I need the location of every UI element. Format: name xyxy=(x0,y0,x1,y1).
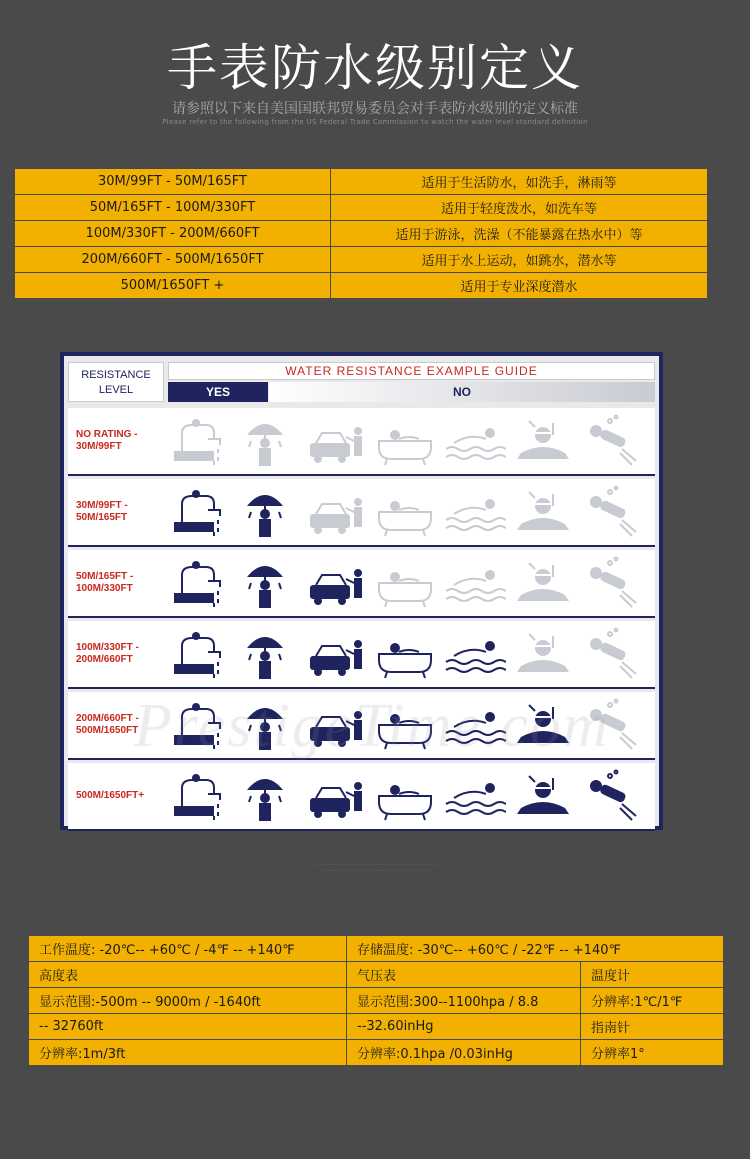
altimeter-cell: 高度表 xyxy=(29,962,347,988)
guide-row-icons xyxy=(168,554,655,612)
guide-row xyxy=(68,692,655,760)
guide-row xyxy=(68,550,655,618)
level-range-cell: 500M/1650FT + xyxy=(15,273,331,299)
guide-row-label xyxy=(76,763,168,829)
guide-row-label-line2: 200M/660FT xyxy=(76,654,133,665)
snorkeling-icon xyxy=(513,768,575,824)
table-row xyxy=(29,988,724,1014)
thermometer-cell: 温度计 xyxy=(581,962,724,988)
car-wash-icon xyxy=(306,768,368,824)
guide-row xyxy=(68,621,655,689)
level-range-cell: 50M/165FT - 100M/330FT xyxy=(15,195,331,221)
guide-row-label-line1: 200M/660FT - xyxy=(76,713,139,724)
umbrella-rain-icon xyxy=(237,697,299,753)
level-range-cell: 100M/330FT - 200M/660FT xyxy=(15,221,331,247)
water-resistance-guide xyxy=(60,352,663,830)
pressure-range-cell: 显示范围:300--1100hpa / 8.8 xyxy=(347,988,581,1014)
work-temp-cell: 工作温度: -20℃-- +60℃ / -4℉ -- +140℉ xyxy=(29,936,347,962)
resistance-level-header xyxy=(68,362,164,402)
snorkeling-icon xyxy=(513,626,575,682)
scuba-diving-icon xyxy=(582,484,644,540)
specs-table xyxy=(28,935,724,1066)
scuba-diving-icon xyxy=(582,626,644,682)
altitude-range-2-cell: -- 32760ft xyxy=(29,1014,347,1040)
swimming-icon xyxy=(444,768,506,824)
guide-row-label xyxy=(76,408,168,474)
guide-title: WATER RESISTANCE EXAMPLE GUIDE xyxy=(168,362,655,380)
barometer-cell: 气压表 xyxy=(347,962,581,988)
swimming-icon xyxy=(444,697,506,753)
pressure-resolution-cell: 分辨率:0.1hpa /0.03inHg xyxy=(347,1040,581,1066)
guide-row-icons xyxy=(168,767,655,825)
guide-row-label-line1: 100M/330FT - xyxy=(76,642,139,653)
compass-resolution-cell: 分辨率1° xyxy=(581,1040,724,1066)
compass-cell: 指南针 xyxy=(581,1014,724,1040)
guide-row-label-line1: NO RATING - xyxy=(76,429,138,440)
table-row xyxy=(29,1040,724,1066)
car-wash-icon xyxy=(306,555,368,611)
level-use-cell: 适用于专业深度潜水 xyxy=(331,273,708,299)
guide-row xyxy=(68,479,655,547)
guide-row xyxy=(68,408,655,476)
level-range-cell: 30M/99FT - 50M/165FT xyxy=(15,169,331,195)
snorkeling-icon xyxy=(513,413,575,469)
guide-row-label xyxy=(76,550,168,616)
table-row xyxy=(15,221,708,247)
guide-row-label-line2: 100M/330FT xyxy=(76,583,133,594)
guide-row-icons xyxy=(168,412,655,470)
table-row xyxy=(15,247,708,273)
faucet-icon xyxy=(168,626,230,682)
guide-row-label xyxy=(76,479,168,545)
table-row xyxy=(15,195,708,221)
bathtub-icon xyxy=(375,484,437,540)
car-wash-icon xyxy=(306,413,368,469)
snorkeling-icon xyxy=(513,697,575,753)
table-row xyxy=(15,273,708,299)
snorkeling-icon xyxy=(513,484,575,540)
snorkeling-icon xyxy=(513,555,575,611)
resistance-level-header-line1: RESISTANCE xyxy=(81,369,151,381)
faucet-icon xyxy=(168,484,230,540)
guide-row-label-line2: 500M/1650FT xyxy=(76,725,139,736)
guide-row-icons xyxy=(168,483,655,541)
page-title: 手表防水级别定义 xyxy=(167,39,583,97)
faucet-icon xyxy=(168,555,230,611)
guide-row-icons xyxy=(168,625,655,683)
level-range-cell: 200M/660FT - 500M/1650FT xyxy=(15,247,331,273)
level-use-cell: 适用于水上运动，如跳水，潜水等 xyxy=(331,247,708,273)
table-row xyxy=(29,962,724,988)
pressure-range-2-cell: --32.60inHg xyxy=(347,1014,581,1040)
fine-print: · · · · · · · · · · · · · · · · · · · · · · · · · · · · · · · · · · · · · · · · · · · · · · · · · · · · · · · · · · · · · · · · · · · · · · · · · · · · · · · · · · · · · · · · · · · · xyxy=(312,862,438,873)
water-levels-table xyxy=(14,168,708,299)
guide-panel xyxy=(64,356,659,826)
scuba-diving-icon xyxy=(582,413,644,469)
guide-row xyxy=(68,763,655,831)
faucet-icon xyxy=(168,768,230,824)
table-row xyxy=(29,936,724,962)
page-subtitle: 请参照以下来自美国国联邦贸易委员会对手表防水级别的定义标准 xyxy=(172,101,578,117)
bathtub-icon xyxy=(375,413,437,469)
swimming-icon xyxy=(444,484,506,540)
swimming-icon xyxy=(444,413,506,469)
bathtub-icon xyxy=(375,697,437,753)
scuba-diving-icon xyxy=(582,555,644,611)
no-header: NO xyxy=(269,382,655,402)
faucet-icon xyxy=(168,413,230,469)
guide-row-label xyxy=(76,692,168,758)
swimming-icon xyxy=(444,555,506,611)
table-row xyxy=(15,169,708,195)
faucet-icon xyxy=(168,697,230,753)
car-wash-icon xyxy=(306,697,368,753)
level-use-cell: 适用于轻度泼水，如洗车等 xyxy=(331,195,708,221)
guide-row-label-line1: 500M/1650FT+ xyxy=(76,790,145,801)
guide-row-label-line2: 50M/165FT xyxy=(76,512,128,523)
guide-row-label-line2: 30M/99FT xyxy=(76,441,122,452)
bathtub-icon xyxy=(375,768,437,824)
swimming-icon xyxy=(444,626,506,682)
table-row xyxy=(29,1014,724,1040)
altitude-resolution-cell: 分辨率:1m/3ft xyxy=(29,1040,347,1066)
temp-resolution-cell: 分辨率:1℃/1℉ xyxy=(581,988,724,1014)
scuba-diving-icon xyxy=(582,697,644,753)
level-use-cell: 适用于游泳，洗澡（不能暴露在热水中）等 xyxy=(331,221,708,247)
storage-temp-cell: 存储温度: -30℃-- +60℃ / -22℉ -- +140℉ xyxy=(347,936,724,962)
umbrella-rain-icon xyxy=(237,413,299,469)
page-subtitle-english: Please refer to the following from the US Federal Trade Commission to watch the water level standard definition xyxy=(162,118,588,126)
umbrella-rain-icon xyxy=(237,484,299,540)
bathtub-icon xyxy=(375,555,437,611)
scuba-diving-icon xyxy=(582,768,644,824)
altitude-range-cell: 显示范围:-500m -- 9000m / -1640ft xyxy=(29,988,347,1014)
umbrella-rain-icon xyxy=(237,555,299,611)
umbrella-rain-icon xyxy=(237,626,299,682)
resistance-level-header-line2: LEVEL xyxy=(98,384,134,396)
guide-row-label xyxy=(76,621,168,687)
yes-header: YES xyxy=(168,382,268,402)
bathtub-icon xyxy=(375,626,437,682)
guide-row-label-line1: 30M/99FT - xyxy=(76,500,128,511)
umbrella-rain-icon xyxy=(237,768,299,824)
guide-row-label-line1: 50M/165FT - xyxy=(76,571,134,582)
level-use-cell: 适用于生活防水，如洗手，淋雨等 xyxy=(331,169,708,195)
guide-row-icons xyxy=(168,696,655,754)
car-wash-icon xyxy=(306,626,368,682)
car-wash-icon xyxy=(306,484,368,540)
